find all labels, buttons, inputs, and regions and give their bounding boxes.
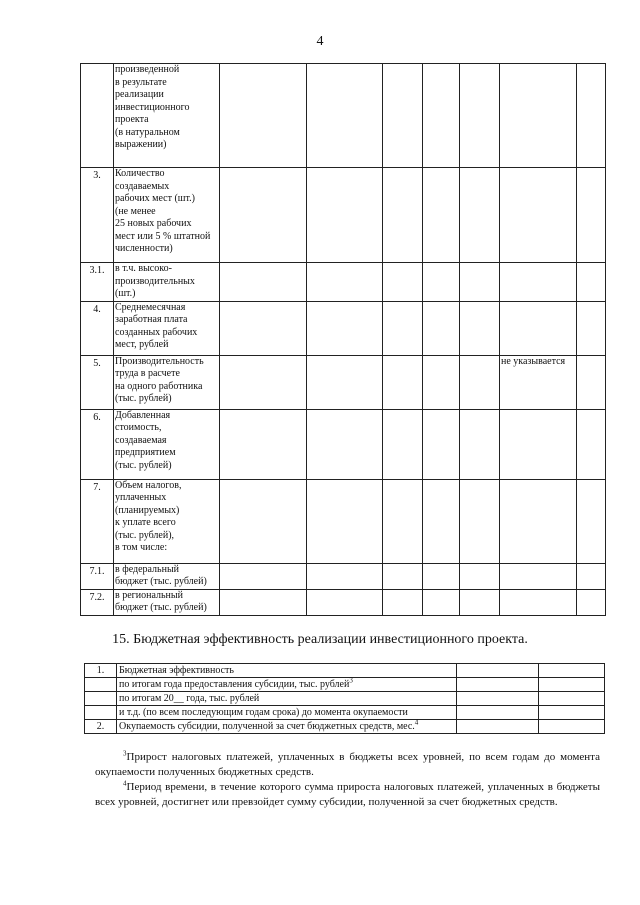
row-number bbox=[85, 706, 117, 720]
row-number: 6. bbox=[81, 409, 114, 479]
value-cell bbox=[423, 479, 460, 563]
label-text: Окупаемость субсидии, полученной за счет бюджетных средств, мес. bbox=[119, 721, 415, 732]
row-number bbox=[81, 64, 114, 168]
label-text: и т.д. (по всем последующим годам срока) до момента окупаемости bbox=[119, 707, 408, 718]
value-cell bbox=[423, 263, 460, 302]
indicator-note: не указывается bbox=[500, 355, 577, 409]
indicator-note bbox=[500, 301, 577, 355]
indicator-note bbox=[500, 563, 577, 589]
value-cell bbox=[423, 168, 460, 263]
value-cell bbox=[577, 168, 606, 263]
efficiency-row bbox=[85, 706, 605, 720]
value-cell bbox=[577, 301, 606, 355]
row-number bbox=[85, 678, 117, 692]
value-cell bbox=[460, 479, 500, 563]
row-number: 3.1. bbox=[81, 263, 114, 302]
row-number: 2. bbox=[85, 720, 117, 734]
efficiency-row bbox=[85, 720, 605, 734]
budget-efficiency-table bbox=[84, 663, 605, 734]
row-number: 7.1. bbox=[81, 563, 114, 589]
value-cell bbox=[539, 664, 605, 678]
value-cell bbox=[220, 263, 307, 302]
value-cell bbox=[307, 589, 383, 615]
efficiency-row bbox=[85, 692, 605, 706]
value-cell bbox=[423, 64, 460, 168]
value-cell bbox=[577, 263, 606, 302]
indicator-row bbox=[81, 263, 606, 302]
indicator-label: Производительность труда в расчете на одного работника (тыс. рублей) bbox=[114, 355, 220, 409]
value-cell bbox=[577, 409, 606, 479]
indicator-label: Среднемесячная заработная плата созданных рабочих мест, рублей bbox=[114, 301, 220, 355]
value-cell bbox=[307, 263, 383, 302]
value-cell bbox=[383, 263, 423, 302]
value-cell bbox=[457, 692, 539, 706]
value-cell bbox=[457, 678, 539, 692]
value-cell bbox=[220, 168, 307, 263]
value-cell bbox=[460, 168, 500, 263]
value-cell bbox=[383, 479, 423, 563]
indicator-label: в т.ч. высоко- производительных (шт.) bbox=[114, 263, 220, 302]
value-cell bbox=[423, 409, 460, 479]
value-cell bbox=[383, 355, 423, 409]
indicator-row bbox=[81, 479, 606, 563]
efficiency-label bbox=[117, 706, 457, 720]
indicator-note bbox=[500, 263, 577, 302]
row-number: 7. bbox=[81, 479, 114, 563]
value-cell bbox=[460, 64, 500, 168]
value-cell bbox=[220, 355, 307, 409]
footnote-4 bbox=[95, 780, 600, 810]
value-cell bbox=[423, 301, 460, 355]
value-cell bbox=[220, 64, 307, 168]
indicator-note bbox=[500, 479, 577, 563]
value-cell bbox=[220, 563, 307, 589]
row-number bbox=[85, 692, 117, 706]
value-cell bbox=[383, 409, 423, 479]
value-cell bbox=[460, 263, 500, 302]
footnote-mark: 4 bbox=[123, 779, 127, 788]
efficiency-row bbox=[85, 664, 605, 678]
indicator-label: Объем налогов, уплаченных (планируемых) к уплате всего (тыс. рублей), в том числе: bbox=[114, 479, 220, 563]
value-cell bbox=[220, 301, 307, 355]
indicator-row bbox=[81, 168, 606, 263]
section-title: 15. Бюджетная эффективность реализации инвестиционного проекта. bbox=[112, 632, 528, 647]
efficiency-label bbox=[117, 720, 457, 734]
value-cell bbox=[307, 355, 383, 409]
footnote-text: Прирост налоговых платежей, уплаченных в бюджеты всех уровней, по всем годам до момента окупаемости полученных бюджетных средств. bbox=[95, 751, 600, 778]
value-cell bbox=[383, 301, 423, 355]
indicator-row bbox=[81, 589, 606, 615]
row-number: 7.2. bbox=[81, 589, 114, 615]
footnote-mark: 3 bbox=[123, 749, 127, 758]
value-cell bbox=[460, 589, 500, 615]
value-cell bbox=[307, 409, 383, 479]
value-cell bbox=[539, 678, 605, 692]
footnote-ref: 3 bbox=[349, 676, 353, 685]
value-cell bbox=[457, 664, 539, 678]
value-cell bbox=[307, 64, 383, 168]
value-cell bbox=[307, 563, 383, 589]
indicator-row bbox=[81, 301, 606, 355]
indicator-row bbox=[81, 355, 606, 409]
label-text: Бюджетная эффективность bbox=[119, 665, 234, 676]
indicator-row bbox=[81, 563, 606, 589]
value-cell bbox=[577, 589, 606, 615]
efficiency-label bbox=[117, 692, 457, 706]
value-cell bbox=[383, 589, 423, 615]
value-cell bbox=[457, 706, 539, 720]
value-cell bbox=[383, 563, 423, 589]
row-number: 5. bbox=[81, 355, 114, 409]
value-cell bbox=[307, 168, 383, 263]
indicator-note bbox=[500, 409, 577, 479]
indicator-row bbox=[81, 64, 606, 168]
efficiency-label bbox=[117, 664, 457, 678]
value-cell bbox=[423, 355, 460, 409]
indicator-note bbox=[500, 64, 577, 168]
value-cell bbox=[460, 409, 500, 479]
label-text: по итогам года предоставления субсидии, тыс. рублей bbox=[119, 679, 350, 690]
value-cell bbox=[383, 168, 423, 263]
value-cell bbox=[460, 563, 500, 589]
footnote-3 bbox=[95, 750, 600, 780]
indicator-label: Добавленная стоимость, создаваемая предприятием (тыс. рублей) bbox=[114, 409, 220, 479]
value-cell bbox=[457, 720, 539, 734]
value-cell bbox=[220, 409, 307, 479]
efficiency-label bbox=[117, 678, 457, 692]
value-cell bbox=[423, 563, 460, 589]
value-cell bbox=[460, 355, 500, 409]
value-cell bbox=[539, 692, 605, 706]
indicator-label: Количество создаваемых рабочих мест (шт.) (не менее 25 новых рабочих мест или 5 % штатной численности) bbox=[114, 168, 220, 263]
value-cell bbox=[539, 720, 605, 734]
value-cell bbox=[383, 64, 423, 168]
row-number: 4. bbox=[81, 301, 114, 355]
row-number: 1. bbox=[85, 664, 117, 678]
footnote-text: Период времени, в течение которого сумма прироста налоговых платежей, уплаченных в бюджеты всех уровней, достигнет или превзойдет сумму субсидии, полученной за счет бюджетных средств. bbox=[95, 781, 600, 808]
value-cell bbox=[577, 355, 606, 409]
indicators-table bbox=[80, 63, 606, 616]
indicator-label: в региональный бюджет (тыс. рублей) bbox=[114, 589, 220, 615]
value-cell bbox=[220, 479, 307, 563]
indicator-label: в федеральный бюджет (тыс. рублей) bbox=[114, 563, 220, 589]
value-cell bbox=[577, 479, 606, 563]
indicator-row bbox=[81, 409, 606, 479]
footnote-ref: 4 bbox=[414, 718, 419, 727]
page-number: 4 bbox=[316, 34, 324, 49]
value-cell bbox=[539, 706, 605, 720]
label-text: по итогам 20__ года, тыс. рублей bbox=[119, 693, 260, 704]
value-cell bbox=[577, 64, 606, 168]
value-cell bbox=[307, 301, 383, 355]
value-cell bbox=[307, 479, 383, 563]
indicator-note bbox=[500, 168, 577, 263]
indicator-note bbox=[500, 589, 577, 615]
value-cell bbox=[220, 589, 307, 615]
value-cell bbox=[423, 589, 460, 615]
indicator-label: произведенной в результате реализации инвестиционного проекта (в натуральном выражении) bbox=[114, 64, 220, 168]
value-cell bbox=[577, 563, 606, 589]
efficiency-row bbox=[85, 678, 605, 692]
row-number: 3. bbox=[81, 168, 114, 263]
value-cell bbox=[460, 301, 500, 355]
